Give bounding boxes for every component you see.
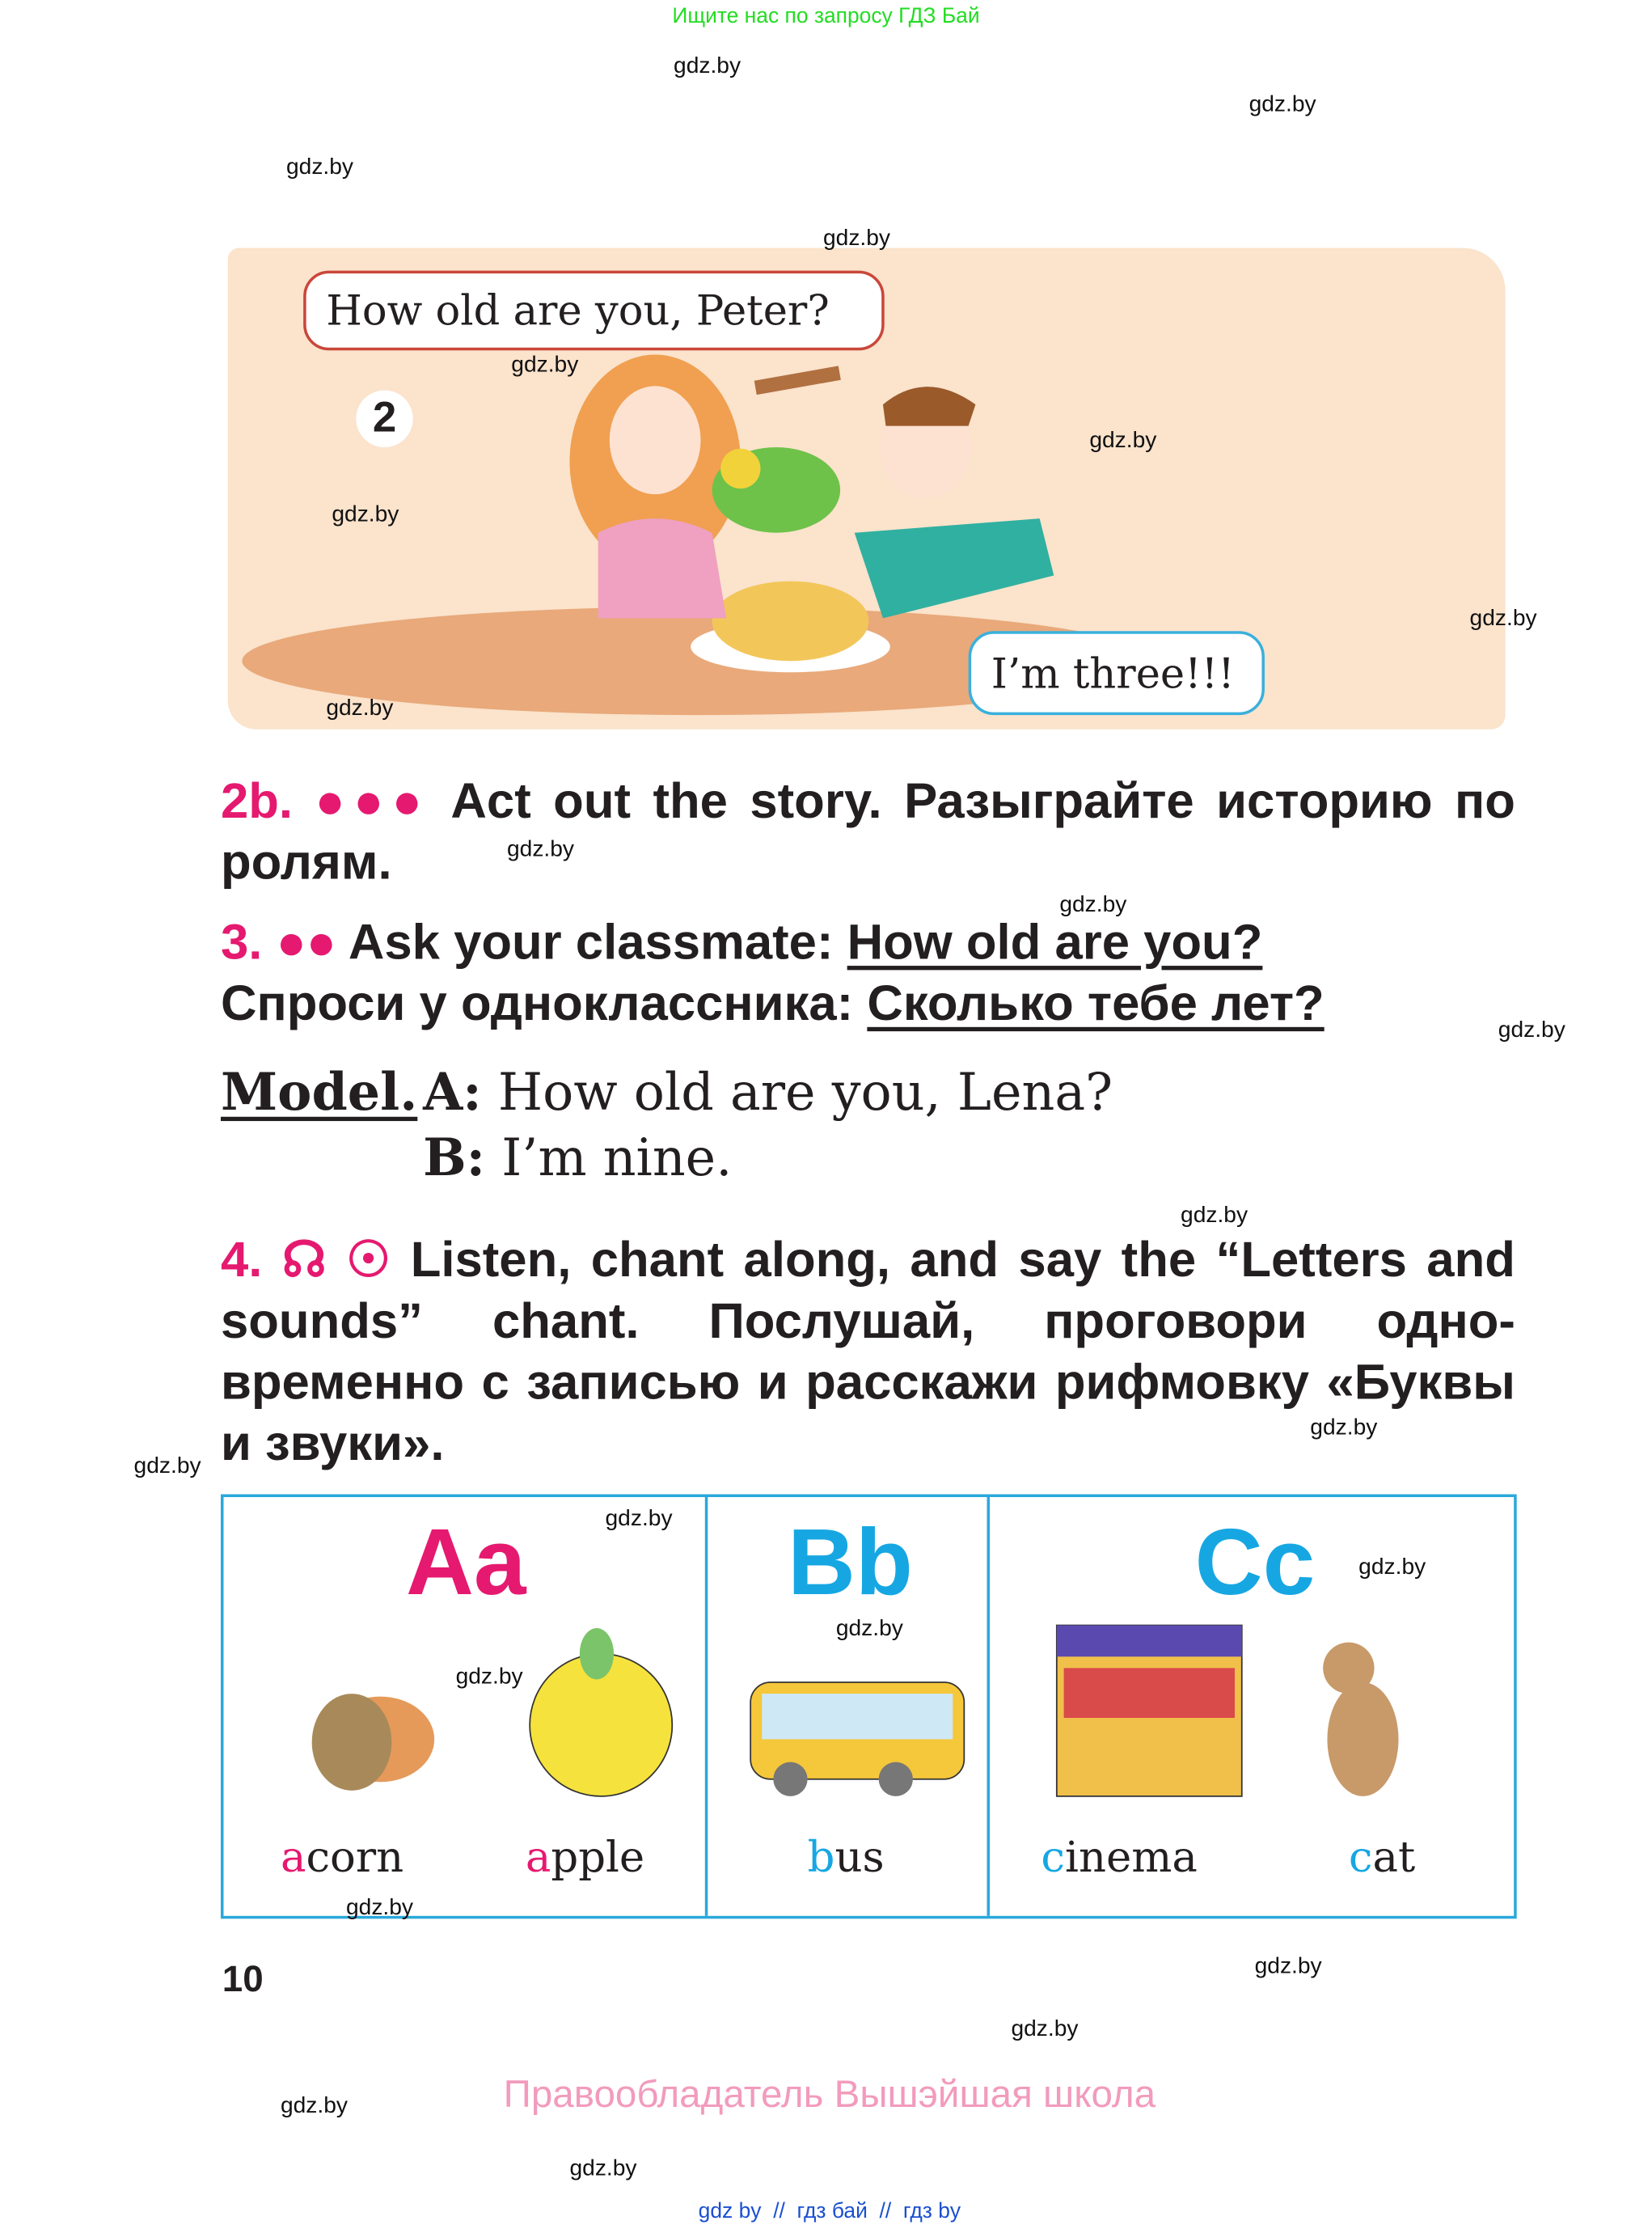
watermark: gdz.by (345, 1896, 413, 1921)
watermark: gdz.by (1469, 607, 1537, 632)
watermark: gdz.by (1249, 92, 1316, 117)
acorn-picture (312, 1694, 434, 1791)
task-number: 2b. (220, 773, 294, 830)
watermark: gdz.by (1310, 1415, 1378, 1440)
task-text-ru: Спроси у одноклассника: (220, 975, 854, 1032)
group-icon: ●●● (315, 773, 431, 830)
phrase-en: How old are you? (847, 914, 1263, 971)
model-line-a: A: How old are you, Lena? (423, 1062, 1113, 1123)
letter-bb: Bb (787, 1508, 913, 1614)
watermark: gdz.by (511, 353, 579, 378)
letter-aa: Aa (405, 1508, 526, 1614)
cat-picture (1323, 1643, 1398, 1796)
watermark: gdz.by (674, 53, 741, 78)
watermark: gdz.by (605, 1507, 673, 1532)
copyright-notice: Правообладатель Вышэйшая школа (503, 2072, 1156, 2116)
speech-bubble-boy: I’m three!!! (969, 631, 1265, 715)
top-banner: Ищите нас по запросу ГДЗ Бай (672, 4, 980, 29)
headphones-icon: ☊ (281, 1232, 327, 1288)
word-acorn: acorn (280, 1833, 404, 1884)
word-cinema: cinema (1041, 1833, 1198, 1884)
speech-bubble-girl: How old are you, Peter? (303, 271, 885, 351)
pair-icon: ●● (276, 914, 337, 971)
task-number: 4. (220, 1232, 263, 1288)
bus-picture (750, 1682, 964, 1796)
watermark: gdz.by (822, 226, 890, 251)
word-cat: cat (1348, 1833, 1416, 1884)
task-2b (221, 771, 1515, 893)
letters-table (221, 1494, 1517, 1918)
watermark: gdz.by (332, 502, 399, 527)
task-3 (221, 912, 1515, 1034)
watermark: gdz.by (506, 837, 575, 862)
task-text: Listen, chant along, and say the “Letters and sounds” chant. Послушай, проговори одно-временно с записью и расскажи рифмовку «Буквы и звуки». (220, 1232, 1515, 1472)
watermark: gdz.by (1059, 893, 1127, 918)
model-line-b: B: I’m nine. (423, 1127, 733, 1188)
watermark: gdz.by (286, 154, 354, 180)
watermark: gdz.by (1254, 1954, 1322, 1979)
watermark: gdz.by (835, 1616, 903, 1641)
watermark: gdz.by (1498, 1018, 1565, 1043)
watermark: gdz.by (455, 1665, 523, 1690)
task-text: Act out the story. Разыграйте историю по ролям. (220, 773, 1515, 890)
frame-number: 2 (356, 391, 412, 447)
task-number: 3. (220, 914, 263, 971)
cinema-picture (1057, 1626, 1242, 1796)
watermark: gdz.by (569, 2156, 637, 2181)
word-apple: apple (525, 1833, 645, 1884)
apple-picture (530, 1628, 672, 1796)
footer-links[interactable]: gdz by // гдз бай // гдз by (698, 2199, 961, 2224)
watermark: gdz.by (1358, 1555, 1426, 1580)
watermark: gdz.by (326, 696, 394, 721)
watermark: gdz.by (1181, 1203, 1249, 1229)
letter-cc: Cc (1194, 1508, 1316, 1614)
watermark: gdz.by (1011, 2016, 1079, 2041)
watermark: gdz.by (133, 1454, 201, 1479)
watermark: gdz.by (280, 2093, 348, 2118)
watermark: gdz.by (1089, 429, 1157, 454)
page-number: 10 (222, 1956, 264, 2000)
model-label: Model. (220, 1062, 418, 1123)
task-text: Ask your classmate: (348, 914, 834, 971)
phrase-ru: Сколько тебе лет? (867, 975, 1325, 1032)
word-bus: bus (807, 1833, 885, 1884)
globe-computer-icon: ☉ (345, 1232, 391, 1288)
